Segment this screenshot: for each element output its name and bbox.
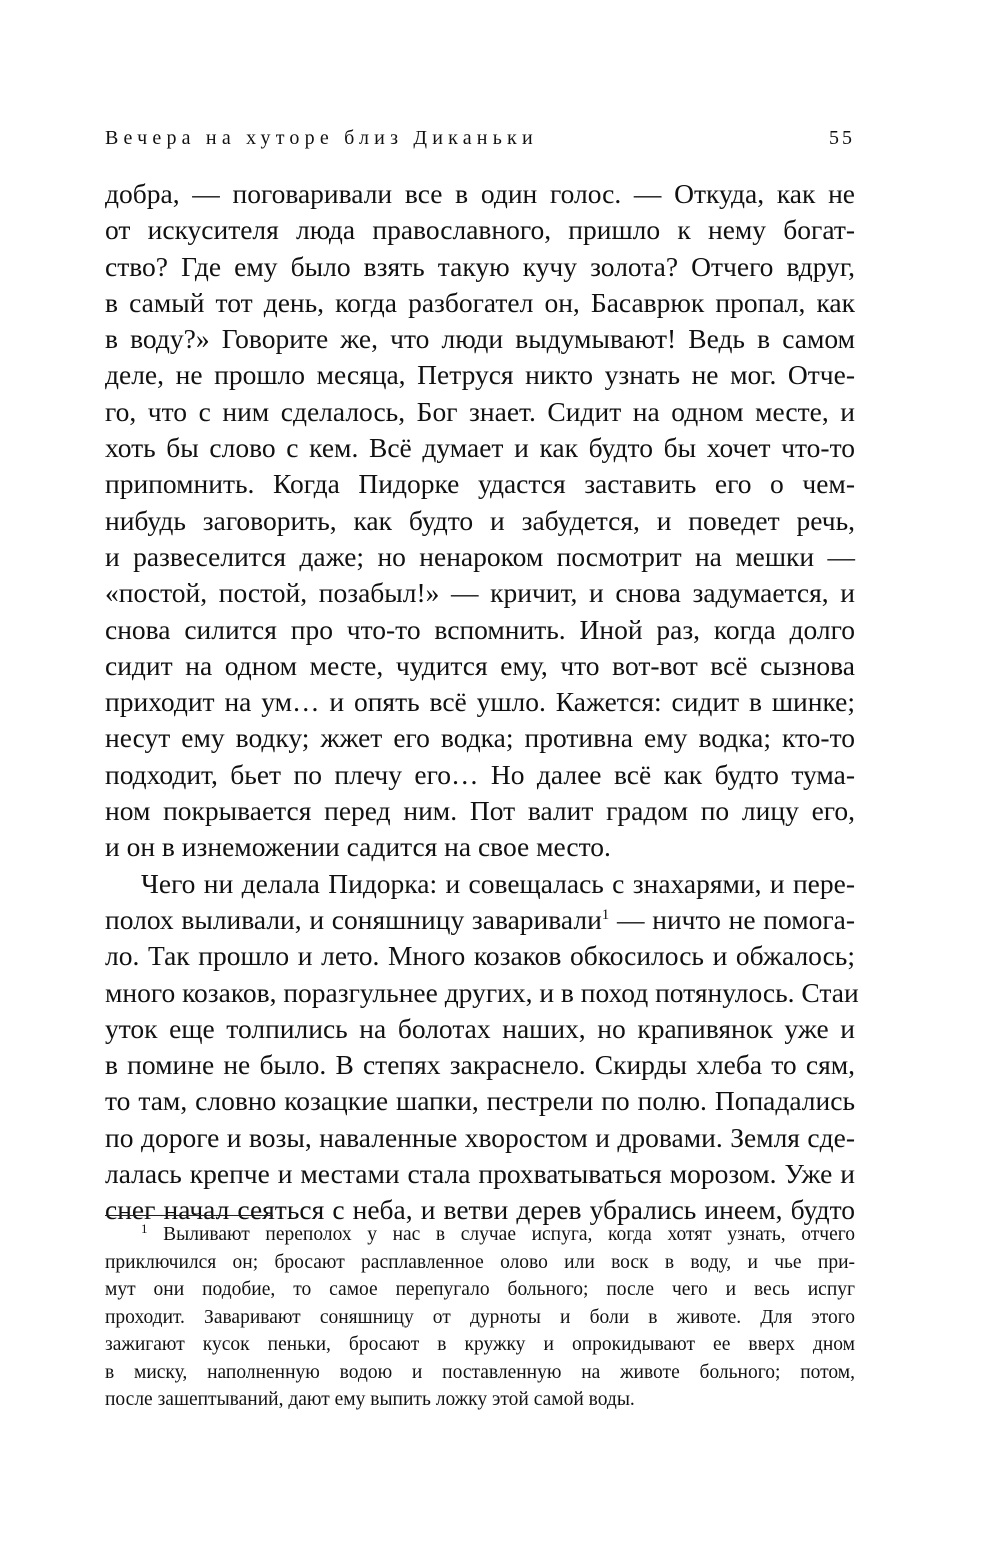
text-line: нибудь заговорить, как будто и забудется, и поведет речь, — [105, 504, 855, 536]
footnote-line — [105, 1221, 855, 1249]
text-line: и он в изнеможении садится на свое место. — [105, 831, 611, 863]
text-line: то там, словно козацкие шапки, пестрели по полю. Попадались — [105, 1085, 855, 1117]
text-line: много козаков, поразгульнее других, и в поход потянулось. Стаи — [105, 976, 859, 1008]
text-line-with-footnote-ref — [105, 902, 855, 938]
text-line: деле, не прошло месяца, Петруся никто узнать не мог. Отче- — [105, 359, 855, 391]
footnote-line: приключился он; бросают расплавленное олово или воск в воду, и чье при- — [105, 1251, 855, 1273]
page-number: 55 — [829, 127, 855, 149]
text-line: ном покрывается перед ним. Пот валит градом по лицу его, — [105, 795, 855, 827]
text-line: приходит на ум… и опять всё ушло. Кажется: сидит в шинке; — [105, 686, 855, 718]
footnote-line: мут они подобие, то самое перепугало больного; после чего и весь испуг — [105, 1279, 855, 1300]
text-line: от искусителя люда православного, пришло к нему богат- — [105, 214, 855, 246]
text-line: добра, — поговаривали все в один голос. — Откуда, как не — [105, 178, 855, 209]
text-line: «постой, постой, позабыл!» — кричит, и снова задумается, и — [105, 577, 855, 609]
text-segment: полох выливали, и соняшницу заваривали — [105, 903, 602, 935]
text-line: лалась крепче и местами стала прохватываться морозом. Уже и — [105, 1158, 855, 1190]
text-line: хоть бы слово с кем. Всё думает и как будто бы хочет что-то — [105, 432, 855, 464]
text-line: в помине не было. В степях закраснело. Скирды хлеба то сям, — [105, 1049, 855, 1081]
running-head-title: Вечера на хуторе близ Диканьки — [105, 127, 538, 149]
paragraph-first-line: Чего ни делала Пидорка: и совещалась с знахарями, и пере- — [141, 867, 855, 899]
text-line: припомнить. Когда Пидорке удастся заставить его о чем- — [105, 468, 855, 500]
text-line: го, что с ним сделалось, Бог знает. Сидит на одном месте, и — [105, 395, 855, 427]
footnote-reference: 1 — [601, 906, 610, 923]
running-head — [105, 122, 855, 154]
body-text — [105, 176, 859, 1229]
footnote — [105, 1221, 855, 1414]
text-segment: — ничто не помога- — [609, 903, 855, 935]
text-line: в воду?» Говорите же, что люди выдумывают! Ведь в самом — [105, 323, 855, 355]
text-line: по дороге и возы, наваленные хворостом и дровами. Земля сде- — [105, 1121, 855, 1153]
footnote-marker: 1 — [141, 1221, 148, 1236]
footnote-line: проходит. Заваривают соняшницу от дурноты и боли в животе. Для этого — [105, 1306, 855, 1328]
text-line: снова силится про что-то вспомнить. Иной раз, когда долго — [105, 613, 855, 645]
footnote-line: после зашептываний, дают ему выпить ложку этой самой воды. — [105, 1389, 635, 1410]
text-line: ство? Где ему было взять такую кучу золота? Отчего вдруг, — [105, 250, 855, 282]
text-line: и развеселится даже; но ненароком посмотрит на мешки — — [105, 540, 855, 572]
text-line: сидит на одном месте, чудится ему, что вот-вот всё сызнова — [105, 649, 855, 681]
text-line: подходит, бьет по плечу его… Но далее всё как будто тума- — [105, 758, 855, 790]
text-line: снег начал сеяться с неба, и ветви дерев убрались инеем, будто — [105, 1194, 855, 1226]
text-line: ло. Так прошло и лето. Много козаков обкосилось и обжалось; — [105, 940, 855, 972]
footnote-line: зажигают кусок пеньки, бросают в кружку и опрокидывают ее вверх дном — [105, 1334, 855, 1355]
footnote-separator — [105, 1215, 273, 1216]
text-line: уток еще толпились на болотах наших, но крапивянок уже и — [105, 1012, 855, 1044]
footnote-text: Выливают переполох у нас в случае испуга, когда хотят узнать, отчего — [147, 1224, 855, 1245]
text-line: несут ему водку; жжет его водка; противна ему водка; кто-то — [105, 722, 855, 754]
footnote-line: в миску, наполненную водою и поставленную на животе больного; потом, — [105, 1361, 855, 1383]
text-line: в самый тот день, когда разбогател он, Басаврюк пропал, как — [105, 286, 855, 318]
